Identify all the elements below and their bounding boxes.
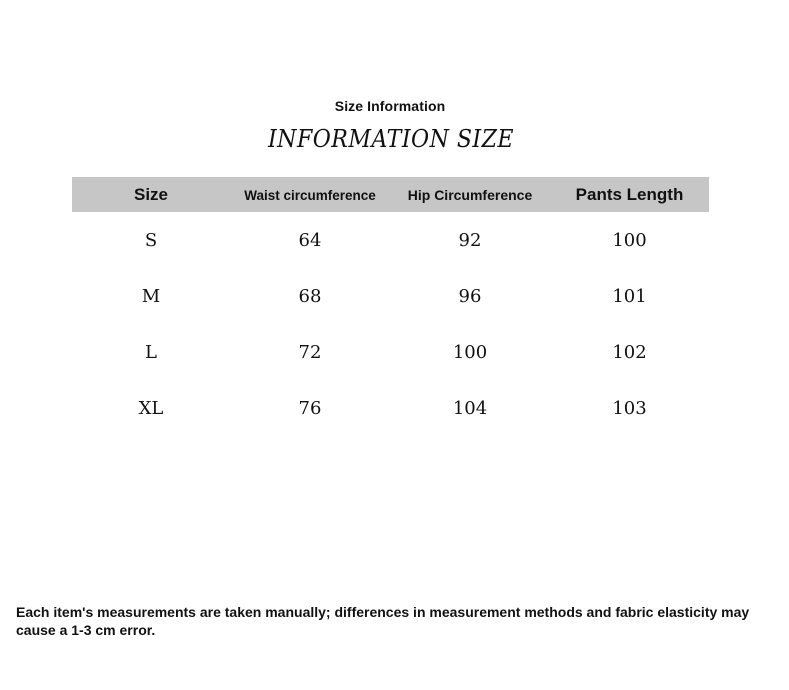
cell-pants-length: 100 [612, 229, 647, 251]
cell-hip: 96 [458, 285, 482, 307]
column-header-pants-length: Pants Length [575, 184, 684, 204]
column-header-size: Size [133, 184, 169, 204]
measurement-note: Each item's measurements are taken manually; differences in measurement methods and fabric elasticity may cause a 1-3 cm error. [16, 604, 750, 638]
cell-size: XL [138, 397, 164, 419]
cell-pants-length: 103 [612, 397, 647, 419]
cell-hip: 100 [452, 341, 488, 363]
page-title: INFORMATION SIZE [267, 125, 514, 153]
cell-waist: 64 [298, 229, 322, 251]
table-row [72, 268, 709, 324]
table-row [72, 212, 709, 268]
cell-hip: 104 [452, 397, 488, 419]
cell-pants-length: 102 [612, 341, 647, 363]
size-table [72, 177, 709, 436]
cell-pants-length: 101 [612, 285, 647, 307]
table-row [72, 380, 709, 436]
column-header-hip: Hip Circumference [407, 186, 533, 203]
column-header-waist: Waist circumference [244, 188, 376, 203]
subtitle: Size Information [334, 98, 446, 114]
cell-size: S [144, 229, 158, 251]
table-row [72, 324, 709, 380]
cell-hip: 92 [458, 229, 482, 251]
cell-waist: 76 [298, 397, 322, 419]
table-header-row [72, 177, 709, 212]
cell-waist: 68 [298, 285, 322, 307]
cell-size: M [141, 285, 161, 307]
cell-size: L [145, 341, 157, 363]
cell-waist: 72 [298, 341, 322, 363]
